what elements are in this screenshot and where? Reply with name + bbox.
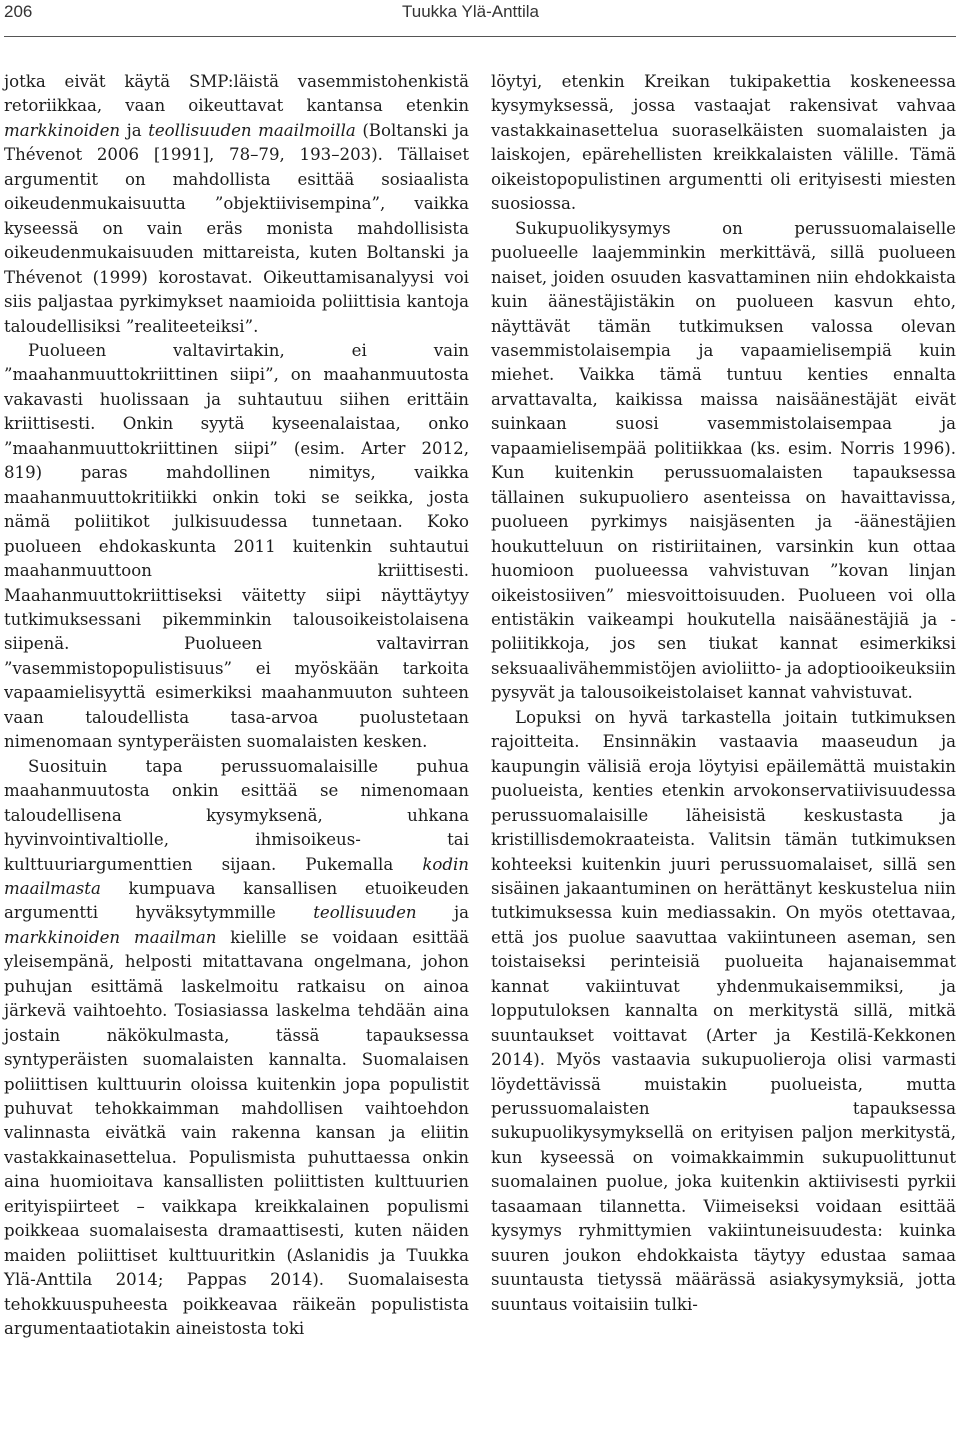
running-header <box>0 0 960 26</box>
paragraph: Suosituin tapa perussuomalaisille puhua maahanmuutosta onkin esittää se nimenomaan taloudellisena kysymyksenä, uhkana hyvinvointivaltiolle, ihmisoikeus- tai kulttuuriargumenttien sijaan. Pukemalla kodin maailmasta kumpuava kansallisen etuoikeuden argumentti hyväksytymmille teollisuuden ja markkinoiden maailman kielille se voidaan esittää yleisempänä, helposti mitattavana ongelmana, johon puhujan esittämä laskelmoitu ratkaisu on ainoa järkevä vaihtoehto. Tosiasiassa laskelma tehdään aina jostain näkökulmasta, tässä tapauksessa syntyperäisten suomalaisten kannalta. Suomalaisen poliittisen kulttuurin oloissa kuitenkin jopa populistit puhuvat tehokkaimman mahdollisen vaihtoehdon valinnasta eivätkä vain rakenna kansan ja eliitin vastakkainasettelua. Populismista puhuttaessa onkin aina huomioitava kansallisten poliittisten kulttuurien erityispiirteet – vaikkapa kreikkalainen populismi poikkeaa suomalaisesta dramaattisesti, kuten näiden maiden poliittiset kulttuuritkin (Aslanidis ja Tuukka Ylä-Anttila 2014; Pappas 2014). Suomalaisesta tehokkuuspuheesta poikkeavaa räikeän populistista argumentaatiotakin aineistosta toki <box>4 756 469 1339</box>
page-number: 206 <box>4 2 33 21</box>
paragraph: Sukupuolikysymys on perussuomalaiselle puolueelle laajemminkin merkittävä, sillä puolueen naiset, joiden osuuden kasvattaminen niin ehdokkaista kuin äänestäjistäkin on puolueen kasvun ehto, näyttävät tämän tutkimuksen valossa olevan vasemmistolaisempia ja vapaamielisempiä kuin miehet. Vaikka tämä tuntuu kenties ennalta arvattavalta, kaikissa maissa naisäänestäjät eivät suinkaan suosi vasemmistolaisempaa ja vapaamielisempää politiikkaa (ks. esim. Norris 1996). Kun kuitenkin perussuomalaisten tapauksessa tällainen sukupuoliero asenteissa on havaittavissa, puolueen pyrkimys naisjäsenten ja -äänestäjien houkutteluun on ristiriitainen, varsinkin kun ottaa huomioon puolueessa vahvistuvan ”kovan linjan oikeistosiiven” miesvoittoisuuden. Puolueen voi olla entistäkin vaikeampi houkutella naisäänestäjiä ja -poliitikkoja, jos sen tiukat kannat esimerkiksi seksuaalivähemmistöjen avioliitto- ja adoptiooikeuksiin pysyvät ja talousoikeistolaiset kannat vahvistuvat. <box>491 218 956 703</box>
running-head-author: Tuukka Ylä-Anttila <box>402 2 540 21</box>
paragraph: Lopuksi on hyvä tarkastella joitain tutkimuksen rajoitteita. Ensinnäkin vastaavia maaseudun ja kaupungin välisiä eroja löytyisi epäilemättä muistakin puolueista, kenties etenkin arvokonservatiivisuudessa perussuomalaisille läheisistä keskustasta ja kristillisdemokraateista. Valitsin tämän tutkimuksen kohteeksi kuitenkin juuri perussuomalaiset, sillä sen sisäinen jakaantuminen on herättänyt keskustelua niin tutkimuksessa kuin mediassakin. On myös otettavaa, että jos puolue saavuttaa vakiintuneen aseman, sen toistaiseksi perinteisiä puolueita hajanaisemmat kannat vakiintuvat yhdenmukaisemmiksi, ja lopputuloksen kannalta on merkitystä sillä, mitkä suuntaukset voittavat (Arter ja Kestilä-Kekkonen 2014). Myös vastaavia sukupuolieroja olisi varmasti löydettävissä muistakin puolueista, mutta perussuomalaisten tapauksessa sukupuolikysymyksellä on erityisen paljon merkitystä, kun kyseessä on voimakkaimmin sukupuolittunut suomalainen puolue, joka kuitenkin aktiivisesti pyrkii tasaamaan tilannetta. Viimeiseksi voidaan esittää kysymys ryhmittymien vakiintuneisuudesta: kuinka suuren joukon ehdokkaista täytyy edustaa samaa suuntausta tietyssä määrässä asiakysymyksiä, jotta suuntaus voitaisiin tulki- <box>491 707 956 1314</box>
left-column <box>4 70 469 1342</box>
paragraph: Puolueen valtavirtakin, ei vain ”maahanmuuttokriittinen siipi”, on maahanmuutosta vakavasti huolissaan ja suhtautuu siihen erittäin kriittisesti. Onkin syytä kyseenalaistaa, onko ”maahanmuuttokriittinen siipi” (esim. Arter 2012, 819) paras mahdollinen nimitys, vaikka maahanmuuttokritiikki onkin toki se seikka, josta nämä poliitikot julkisuudessa tunnetaan. Koko puolueen ehdokaskunta 2011 kuitenkin suhtautui maahanmuuttoon kriittisesti. Maahanmuuttokriittiseksi väitetty siipi näyttäytyy tutkimuksessani pikemminkin talousoikeistolaisena siipenä. Puolueen valtavirran ”vasemmistopopulistisuus” ei myöskään tarkoita vapaamielisyyttä esimerkiksi maahanmuuton suhteen vaan taloudellista tasa-arvoa puolustetaan nimenomaan syntyperäisten suomalaisten kesken. <box>4 340 469 752</box>
paragraph: jotka eivät käytä SMP:läistä vasemmistohenkistä retoriikkaa, vaan oikeuttavat kantansa etenkin markkinoiden ja teollisuuden maailmoilla (Boltanski ja Thévenot 2006 [1991], 78–79, 193–203). Tällaiset argumentit on mahdollista esittää sosiaalista oikeudenmukaisuutta ”objektiivisempina”, vaikka kyseessä on vain eräs monista mahdollisista oikeudenmukaisuuden mittareista, kuten Boltanski ja Thévenot (1999) korostavat. Oikeuttamisanalyysi voi siis paljastaa pyrkimykset naamioida poliittisia kantoja taloudellisiksi ”realiteeteiksi”. <box>4 72 469 336</box>
right-column <box>491 70 956 1317</box>
header-rule <box>4 36 956 37</box>
paragraph: löytyi, etenkin Kreikan tukipakettia koskeneessa kysymyksessä, jossa vastaajat rakensivat vahvaa vastakkainasettelua suoraselkäisten suomalaisten ja laiskojen, epärehellisten kreikkalaisten välille. Tämä oikeistopopulistinen argumentti oli erityisesti miesten suosiossa. <box>491 72 956 214</box>
